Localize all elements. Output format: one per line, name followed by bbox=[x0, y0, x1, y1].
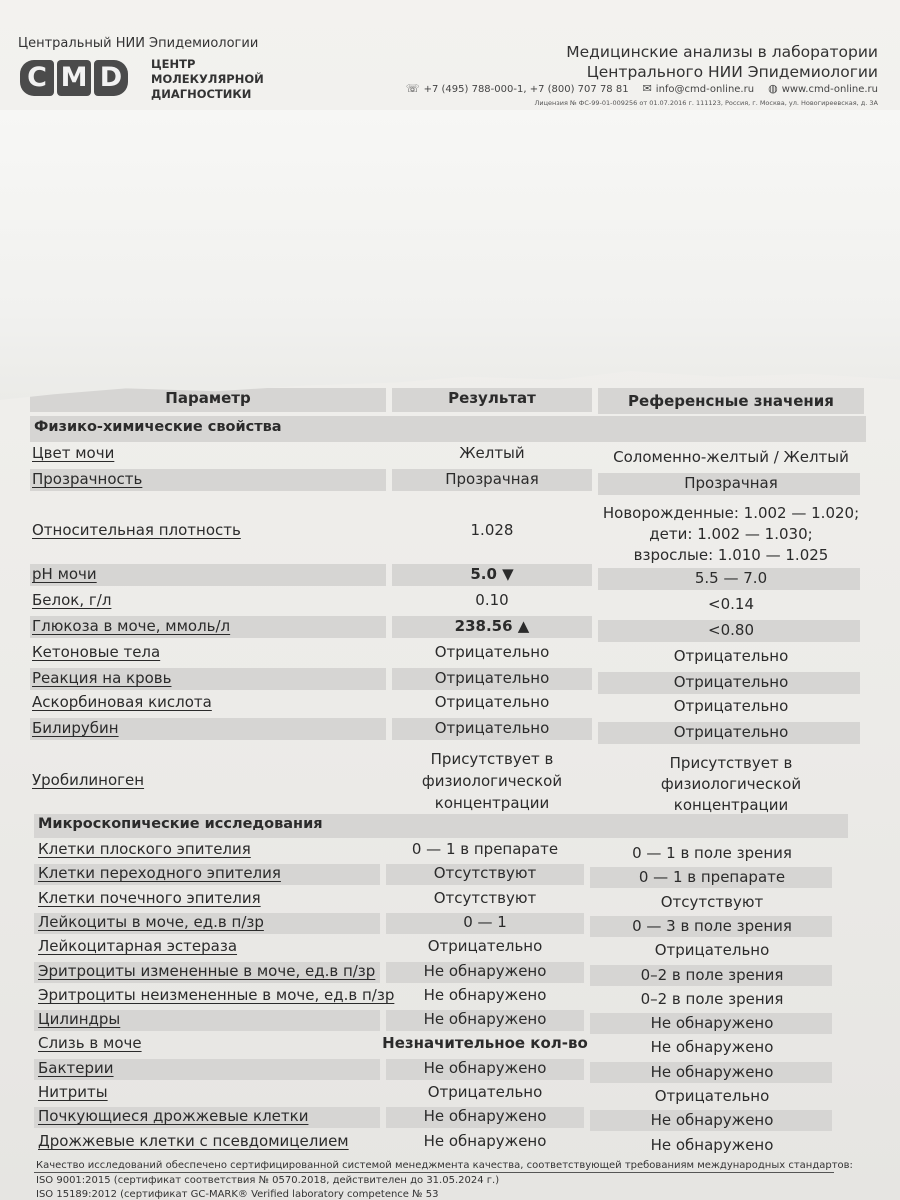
reference-value: физиологической bbox=[660, 775, 802, 793]
contact-website bbox=[768, 82, 878, 95]
website-text: www.cmd-online.ru bbox=[781, 84, 878, 95]
param-name: pH мочи bbox=[32, 565, 97, 583]
reference-value: Не обнаружено bbox=[650, 1038, 774, 1056]
result-value: Отсутствуют bbox=[433, 889, 537, 907]
reference-value: 0 — 1 в поле зрения bbox=[632, 844, 792, 862]
reference-value: Соломенно-желтый / Желтый bbox=[613, 448, 849, 466]
param-name: Относительная плотность bbox=[32, 521, 241, 539]
result-value: Не обнаружено bbox=[423, 1010, 547, 1028]
reference-value: 0–2 в поле зрения bbox=[640, 966, 784, 984]
param-name: Глюкоза в моче, ммоль/л bbox=[32, 617, 231, 635]
result-value: Присутствует в bbox=[430, 750, 554, 768]
param-name: Эритроциты неизмененные в моче, ед.в п/зр bbox=[38, 986, 395, 1004]
reference-value: Не обнаружено bbox=[650, 1063, 774, 1081]
param-name: Клетки переходного эпителия bbox=[38, 864, 281, 882]
section-microscopic: Микроскопические исследования bbox=[38, 816, 323, 832]
header-contacts bbox=[406, 82, 878, 95]
contact-phone bbox=[406, 82, 629, 95]
column-header-reference: Референсные значения bbox=[628, 392, 834, 410]
param-name: Почкующиеся дрожжевые клетки bbox=[38, 1107, 309, 1125]
header-title-line1: Медицинские анализы в лаборатории bbox=[566, 43, 878, 61]
result-value: Отрицательно bbox=[434, 693, 550, 711]
reference-value: Отрицательно bbox=[673, 723, 789, 741]
result-value: 0 — 1 в препарате bbox=[411, 840, 559, 858]
header-org-name: Центральный НИИ Эпидемиологии bbox=[18, 36, 259, 51]
reference-value: <0.80 bbox=[708, 621, 754, 639]
param-name: Лейкоциты в моче, ед.в п/зр bbox=[38, 913, 264, 931]
param-name: Прозрачность bbox=[32, 470, 143, 488]
result-value: Не обнаружено bbox=[423, 1059, 547, 1077]
result-value: 5.0 ▼ bbox=[470, 565, 514, 583]
reference-value: Не обнаружено bbox=[650, 1014, 774, 1032]
result-value: Отрицательно bbox=[427, 937, 543, 955]
license-text: Лицензия № ФС-99-01-009256 от 01.07.2016 г. 111123, Россия, г. Москва, ул. Новогиреевская, д. 3А bbox=[534, 99, 878, 107]
param-name: Слизь в моче bbox=[38, 1034, 142, 1052]
section-physico-chemical: Физико-химические свойства bbox=[34, 419, 282, 435]
param-name: Клетки плоского эпителия bbox=[38, 840, 251, 858]
reference-value: Отрицательно bbox=[654, 941, 770, 959]
reference-value: 5.5 — 7.0 bbox=[694, 569, 768, 587]
logo-caption bbox=[151, 57, 264, 102]
param-name: Белок, г/л bbox=[32, 591, 112, 609]
param-name: Нитриты bbox=[38, 1083, 108, 1101]
param-name: Лейкоцитарная эстераза bbox=[38, 937, 238, 955]
phone-text: +7 (495) 788-000-1, +7 (800) 707 78 81 bbox=[423, 84, 629, 95]
param-name: Дрожжевые клетки с псевдомицелием bbox=[38, 1132, 349, 1150]
result-value: 238.56 ▲ bbox=[454, 617, 530, 635]
result-value: Прозрачная bbox=[445, 470, 539, 488]
param-name: Реакция на кровь bbox=[32, 669, 172, 687]
logo-line: МОЛЕКУЛЯРНОЙ bbox=[151, 72, 264, 86]
result-value: концентрации bbox=[434, 794, 550, 812]
param-name: Цвет мочи bbox=[32, 444, 115, 462]
result-value: 1.028 bbox=[470, 521, 514, 539]
result-value: 0.10 bbox=[475, 591, 509, 609]
result-value: Отрицательно bbox=[427, 1083, 543, 1101]
param-name: Аскорбиновая кислота bbox=[32, 693, 212, 711]
logo-line: ДИАГНОСТИКИ bbox=[151, 87, 252, 101]
result-value: Не обнаружено bbox=[423, 986, 547, 1004]
reference-value: 0 — 1 в препарате bbox=[638, 868, 786, 886]
header-title-line2: Центрального НИИ Эпидемиологии bbox=[586, 63, 878, 81]
phone-icon: ☏ bbox=[405, 82, 420, 95]
reference-value: Не обнаружено bbox=[650, 1136, 774, 1154]
result-value: Не обнаружено bbox=[423, 1107, 547, 1125]
email-text: info@cmd-online.ru bbox=[655, 84, 755, 95]
param-name: Клетки почечного эпителия bbox=[38, 889, 261, 907]
param-name: Бактерии bbox=[38, 1059, 114, 1077]
result-value: Не обнаружено bbox=[423, 962, 547, 980]
header-title bbox=[566, 42, 878, 82]
param-name: Билирубин bbox=[32, 719, 119, 737]
result-value: Отсутствуют bbox=[433, 864, 537, 882]
logo-letter-d: D bbox=[94, 60, 128, 96]
contact-email bbox=[643, 82, 755, 95]
param-name: Кетоновые тела bbox=[32, 643, 161, 661]
param-name: Цилиндры bbox=[38, 1010, 121, 1028]
reference-value: 0–2 в поле зрения bbox=[640, 990, 784, 1008]
reference-value: концентрации bbox=[673, 796, 789, 814]
column-header-result: Результат bbox=[448, 389, 536, 407]
mail-icon: ✉ bbox=[642, 82, 652, 95]
result-value: Не обнаружено bbox=[423, 1132, 547, 1150]
reference-value: Отрицательно bbox=[673, 673, 789, 691]
logo-letter-c: C bbox=[20, 60, 54, 96]
reference-value: Присутствует в bbox=[669, 754, 793, 772]
result-value: физиологической bbox=[421, 772, 563, 790]
footer-iso15189: ISO 15189:2012 (сертификат GC-MARK® Verified laboratory competence № 53 bbox=[36, 1189, 439, 1200]
result-value: 0 — 1 bbox=[463, 913, 507, 931]
reference-value: 0 — 3 в поле зрения bbox=[632, 917, 792, 935]
column-header-param: Параметр bbox=[165, 389, 251, 407]
covering-paper-sheet bbox=[0, 110, 900, 400]
result-value: Отрицательно bbox=[434, 643, 550, 661]
reference-value: Новорожденные: 1.002 — 1.020; bbox=[602, 504, 860, 522]
result-value: Незначительное кол-во bbox=[382, 1034, 588, 1052]
result-value: Отрицательно bbox=[434, 719, 550, 737]
logo-line: ЦЕНТР bbox=[151, 57, 196, 71]
footer-quality-line: Качество исследований обеспечено сертифицированной системой менеджмента качества, соответствующей требованиям международных стандартов: bbox=[36, 1160, 853, 1171]
reference-value: Отрицательно bbox=[673, 647, 789, 665]
reference-value: Прозрачная bbox=[684, 474, 778, 492]
param-name: Эритроциты измененные в моче, ед.в п/зр bbox=[38, 962, 376, 980]
footer-divider bbox=[34, 1172, 834, 1173]
result-value: Желтый bbox=[459, 444, 525, 462]
footer-iso9001: ISO 9001:2015 (сертификат соответствия № 0570.2018, действителен до 31.05.2024 г.) bbox=[36, 1175, 500, 1186]
reference-value: взрослые: 1.010 — 1.025 bbox=[633, 546, 829, 564]
reference-value: <0.14 bbox=[708, 595, 754, 613]
logo-letter-m: M bbox=[57, 60, 91, 96]
cmd-logo bbox=[20, 60, 128, 96]
reference-value: Отрицательно bbox=[654, 1087, 770, 1105]
param-name: Уробилиноген bbox=[32, 771, 145, 789]
result-value: Отрицательно bbox=[434, 669, 550, 687]
reference-value: дети: 1.002 — 1.030; bbox=[649, 525, 813, 543]
reference-value: Не обнаружено bbox=[650, 1111, 774, 1129]
reference-value: Отрицательно bbox=[673, 697, 789, 715]
globe-icon: ◍ bbox=[768, 82, 778, 95]
reference-value: Отсутствуют bbox=[660, 893, 764, 911]
